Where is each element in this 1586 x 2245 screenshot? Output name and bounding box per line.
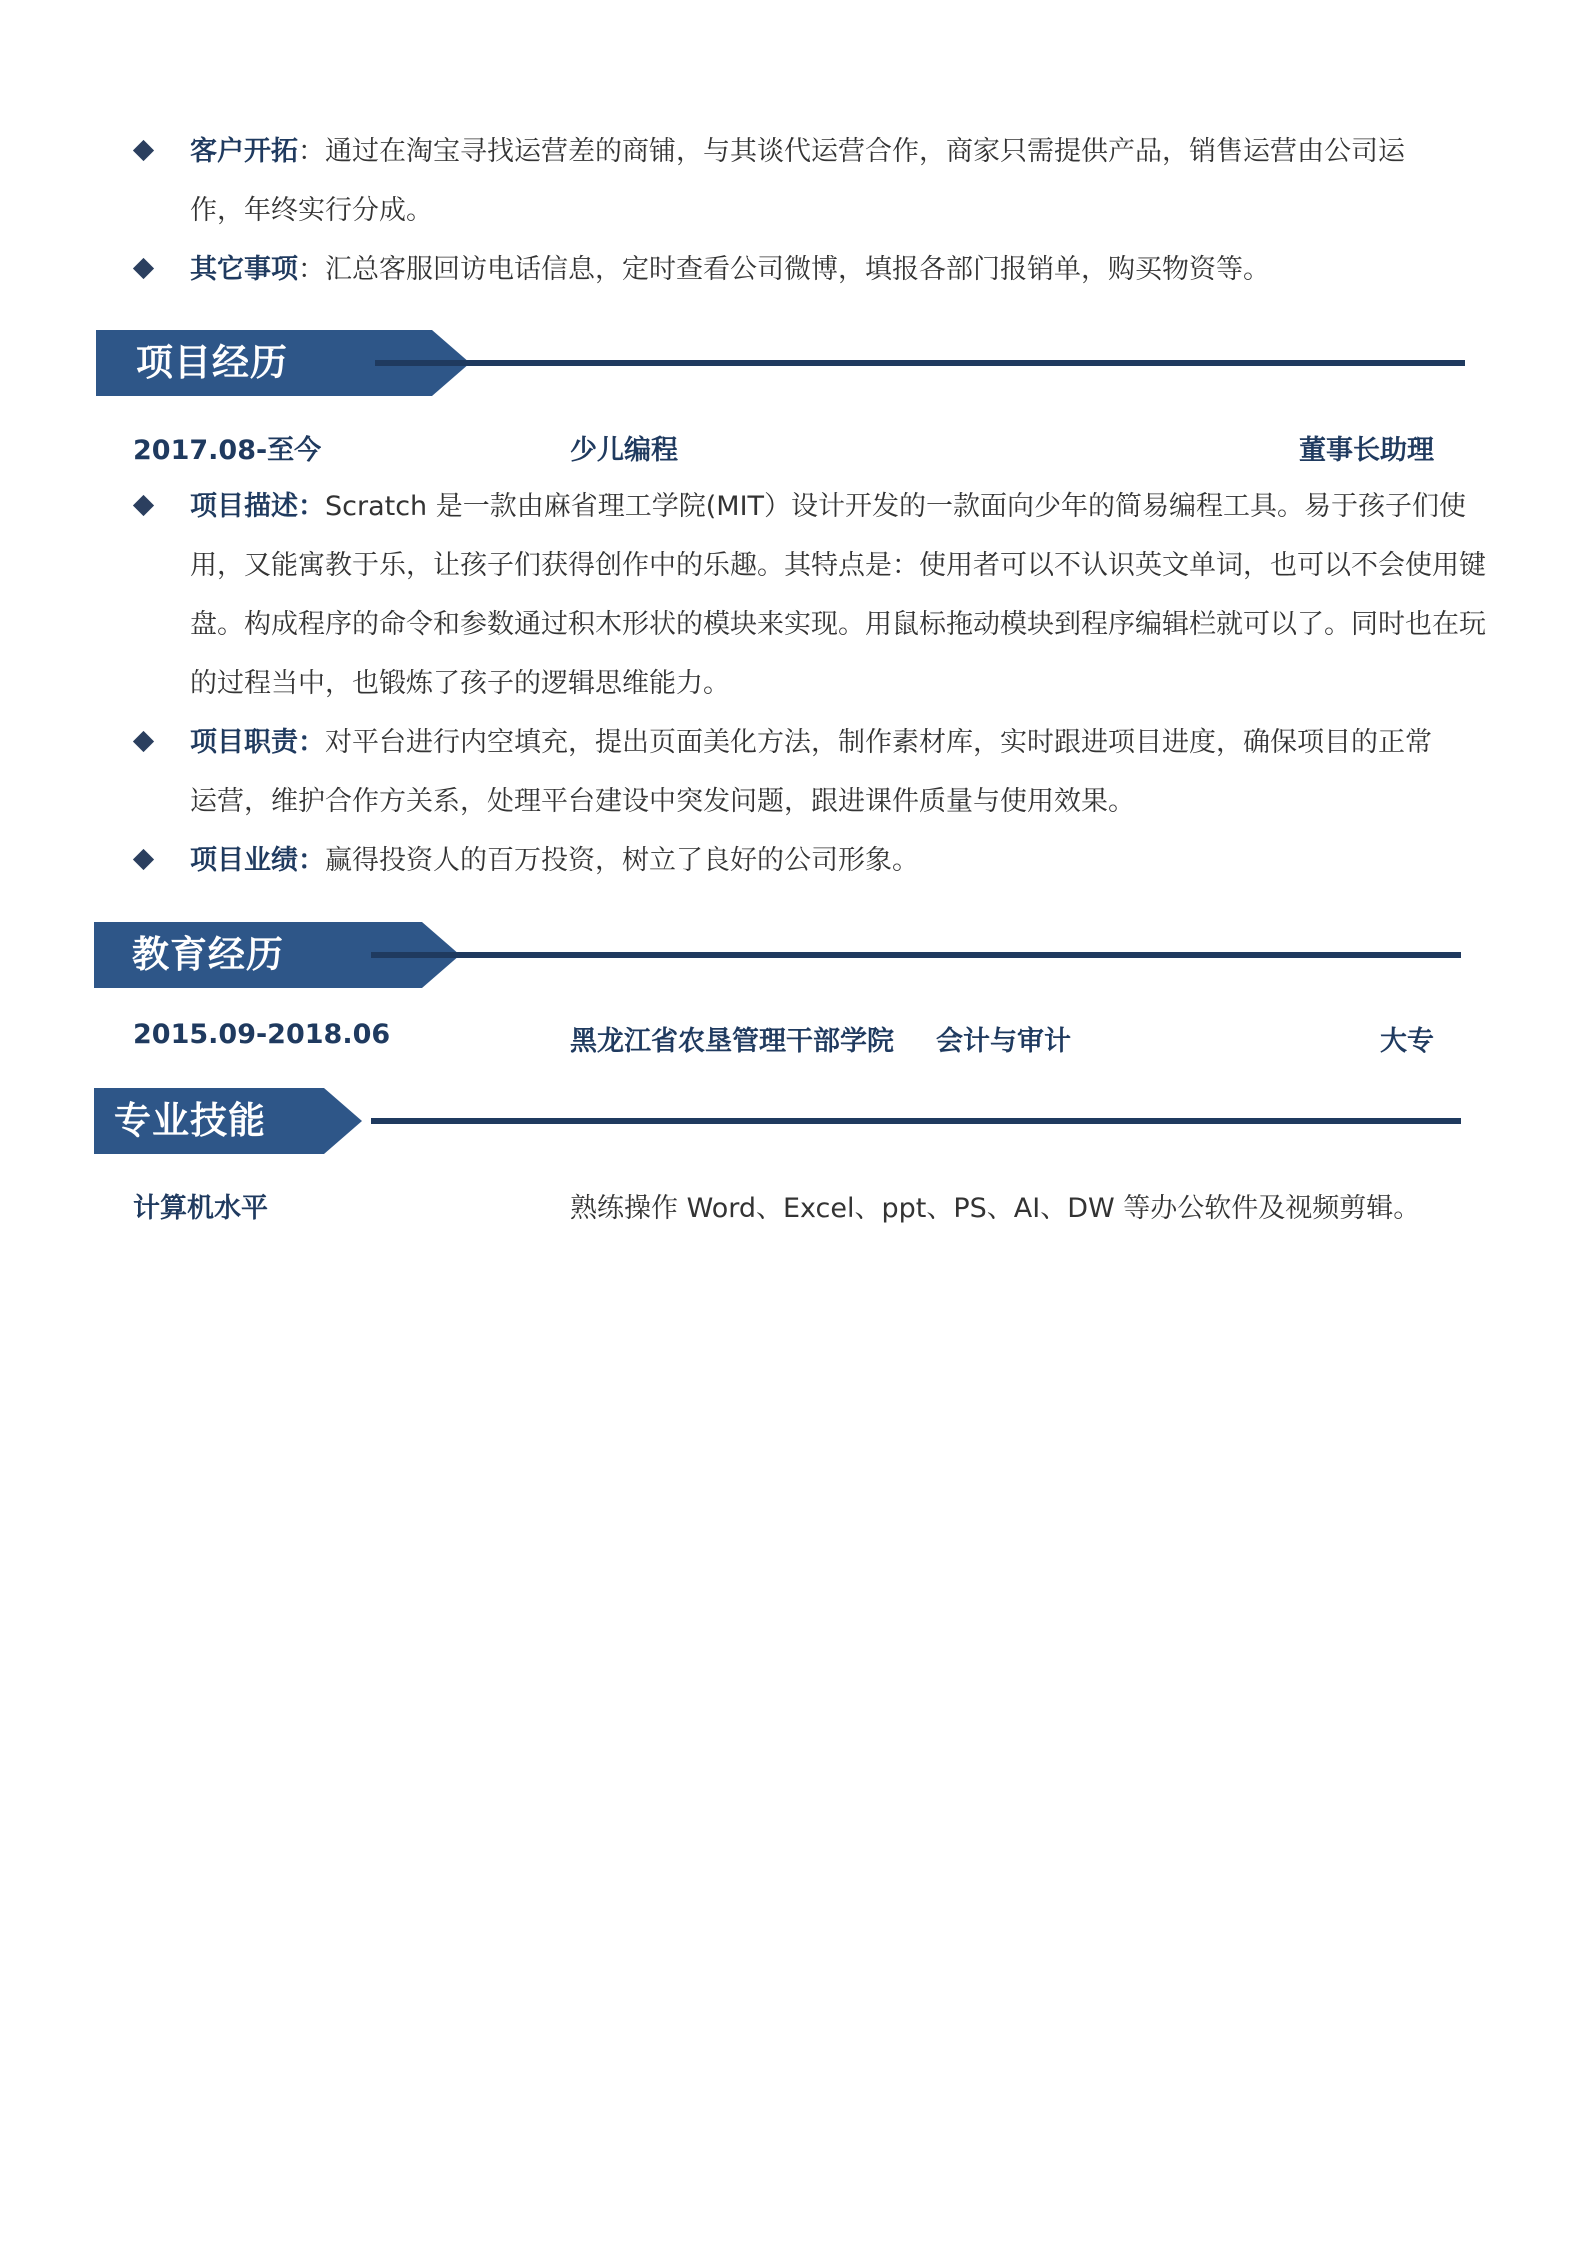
- diamond-bullet-icon: [133, 140, 154, 161]
- education-date: 2015.09-2018.06: [133, 1019, 391, 1050]
- education-row: [0, 1019, 1586, 1059]
- section-project: [0, 330, 1586, 396]
- education-school: 黑龙江省农垦管理干部学院: [570, 1026, 894, 1057]
- bullet-label: 项目业绩：: [190, 845, 325, 876]
- section-title: 教育经历: [132, 933, 284, 976]
- skills-text: 熟练操作 Word、Excel、ppt、PS、AI、DW 等办公软件及视频剪辑。: [570, 1193, 1421, 1224]
- project-date: 2017.08-至今: [133, 435, 322, 466]
- skills-row: [0, 1186, 1586, 1226]
- bullet-text: 通过在淘宝寻找运营差的商铺，与其谈代运营合作，商家只需提供产品，销售运营由公司运作，年终实行分成。: [190, 136, 1405, 226]
- diamond-bullet-icon: [133, 849, 154, 870]
- project-bullet-responsibility: [136, 713, 1436, 831]
- bullet-label: 客户开拓: [190, 136, 298, 167]
- section-rule: [371, 1118, 1461, 1124]
- diamond-bullet-icon: [133, 258, 154, 279]
- bullet-label: 项目描述：: [190, 491, 325, 522]
- skills-label: 计算机水平: [133, 1193, 268, 1224]
- section-title: 专业技能: [114, 1099, 266, 1142]
- education-degree: 大专: [1380, 1026, 1434, 1057]
- section-rule: [371, 952, 1461, 958]
- work-bullets: [136, 122, 1436, 299]
- bullet-label: 项目职责：: [190, 727, 325, 758]
- section-education: [0, 922, 1586, 988]
- work-bullet-other: [136, 240, 1436, 299]
- project-bullet-achievement: [136, 831, 1436, 890]
- diamond-bullet-icon: [133, 731, 154, 752]
- bullet-text: 赢得投资人的百万投资，树立了良好的公司形象。: [325, 845, 919, 876]
- project-bullets: [136, 477, 1486, 890]
- bullet-label: 其它事项: [190, 254, 298, 285]
- diamond-bullet-icon: [133, 495, 154, 516]
- project-header-row: [0, 428, 1586, 468]
- project-bullet-description: [136, 477, 1490, 713]
- project-name: 少儿编程: [570, 435, 678, 466]
- education-major: 会计与审计: [936, 1026, 1071, 1057]
- bullet-separator: ：: [298, 136, 325, 167]
- bullet-separator: ：: [298, 254, 325, 285]
- section-skills: [0, 1088, 1586, 1154]
- bullet-text: 汇总客服回访电话信息，定时查看公司微博，填报各部门报销单，购买物资等。: [325, 254, 1270, 285]
- bullet-text: 对平台进行内空填充，提出页面美化方法，制作素材库，实时跟进项目进度，确保项目的正常运营，维护合作方关系，处理平台建设中突发问题，跟进课件质量与使用效果。: [190, 727, 1432, 817]
- work-bullet-customer: [136, 122, 1436, 240]
- bullet-text: Scratch 是一款由麻省理工学院(MIT）设计开发的一款面向少年的简易编程工具。易于孩子们使用，又能寓教于乐，让孩子们获得创作中的乐趣。其特点是：使用者可以不认识英文单词，也可以不会使用键盘。构成程序的命令和参数通过积木形状的模块来实现。用鼠标拖动模块到程序编辑栏就可以了。同时也在玩的过程当中，也锻炼了孩子的逻辑思维能力。: [190, 491, 1486, 699]
- section-rule: [375, 360, 1465, 366]
- project-role: 董事长助理: [1299, 435, 1434, 466]
- section-title: 项目经历: [136, 341, 288, 384]
